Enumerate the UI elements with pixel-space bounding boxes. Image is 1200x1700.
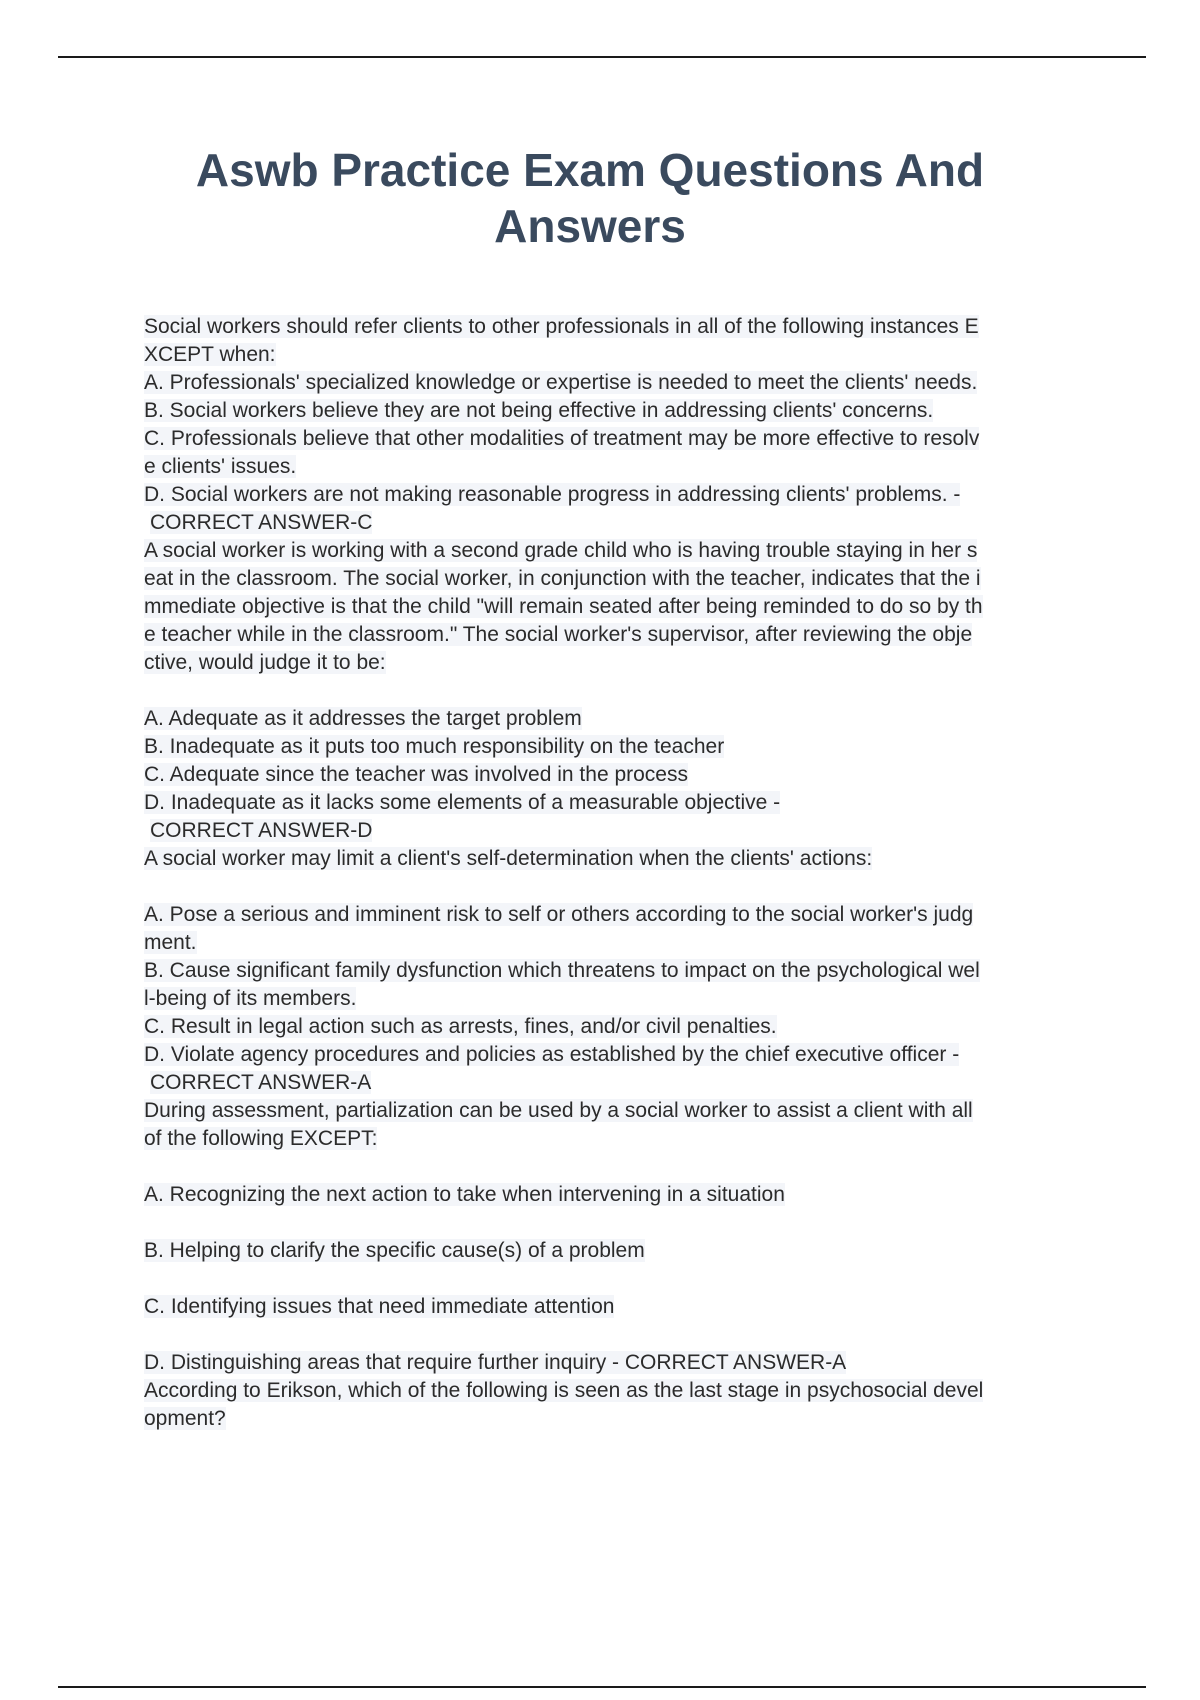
- text-line: C. Professionals believe that other modalities of treatment may be more effective to resolv: [144, 427, 980, 450]
- text-line: C. Adequate since the teacher was involved in the process: [144, 763, 688, 786]
- text-line: e teacher while in the classroom." The social worker's supervisor, after reviewing the obje: [144, 623, 973, 646]
- text-line: ctive, would judge it to be:: [144, 651, 386, 674]
- correct-answer-line: CORRECT ANSWER-C: [150, 511, 373, 534]
- text-line: mmediate objective is that the child "will remain seated after being reminded to do so by th: [144, 595, 983, 618]
- text-line: l-being of its members.: [144, 987, 357, 1010]
- text-line: eat in the classroom. The social worker, in conjunction with the teacher, indicates that the i: [144, 567, 981, 590]
- bottom-rule: [58, 1686, 1146, 1688]
- text-line: D. Violate agency procedures and policies as established by the chief executive officer -: [144, 1043, 960, 1066]
- text-line: D. Distinguishing areas that require further inquiry - CORRECT ANSWER-A: [144, 1351, 847, 1374]
- text-line: C. Identifying issues that need immediate attention: [144, 1295, 615, 1318]
- document-body: [144, 313, 1084, 1433]
- correct-answer-line: CORRECT ANSWER-A: [150, 1071, 372, 1094]
- text-line: A. Professionals' specialized knowledge or expertise is needed to meet the clients' needs.: [144, 371, 978, 394]
- text-line: D. Social workers are not making reasonable progress in addressing clients' problems. -: [144, 483, 961, 506]
- text-line: A. Adequate as it addresses the target problem: [144, 707, 582, 730]
- text-line: opment?: [144, 1407, 226, 1430]
- text-line: B. Helping to clarify the specific cause(s) of a problem: [144, 1239, 645, 1262]
- text-line: B. Inadequate as it puts too much responsibility on the teacher: [144, 735, 725, 758]
- text-line: C. Result in legal action such as arrests, fines, and/or civil penalties.: [144, 1015, 777, 1038]
- correct-answer-line: CORRECT ANSWER-D: [150, 819, 373, 842]
- text-line: A social worker is working with a second grade child who is having trouble staying in her s: [144, 539, 978, 562]
- text-line: B. Social workers believe they are not being effective in addressing clients' concerns.: [144, 399, 934, 422]
- text-line: B. Cause significant family dysfunction which threatens to impact on the psychological wel: [144, 959, 980, 982]
- text-line: XCEPT when:: [144, 343, 276, 366]
- blank-line: [144, 1265, 1084, 1293]
- title-line-2: Answers: [494, 200, 686, 252]
- text-line: A social worker may limit a client's self-determination when the clients' actions:: [144, 847, 873, 870]
- text-line: of the following EXCEPT:: [144, 1127, 378, 1150]
- text-line: ment.: [144, 931, 197, 954]
- text-line: Social workers should refer clients to other professionals in all of the following instances E: [144, 315, 979, 338]
- text-line: A. Recognizing the next action to take when intervening in a situation: [144, 1183, 785, 1206]
- blank-line: [144, 1321, 1084, 1349]
- blank-line: [144, 1153, 1084, 1181]
- blank-line: [144, 1209, 1084, 1237]
- text-line: During assessment, partialization can be used by a social worker to assist a client with all: [144, 1099, 973, 1122]
- blank-line: [144, 677, 1084, 705]
- document-title: [150, 142, 1030, 254]
- text-line: A. Pose a serious and imminent risk to self or others according to the social worker's judg: [144, 903, 974, 926]
- blank-line: [144, 873, 1084, 901]
- text-line: e clients' issues.: [144, 455, 297, 478]
- text-line: According to Erikson, which of the following is seen as the last stage in psychosocial devel: [144, 1379, 984, 1402]
- top-rule: [58, 56, 1146, 58]
- text-line: D. Inadequate as it lacks some elements of a measurable objective -: [144, 791, 781, 814]
- title-line-1: Aswb Practice Exam Questions And: [195, 144, 985, 196]
